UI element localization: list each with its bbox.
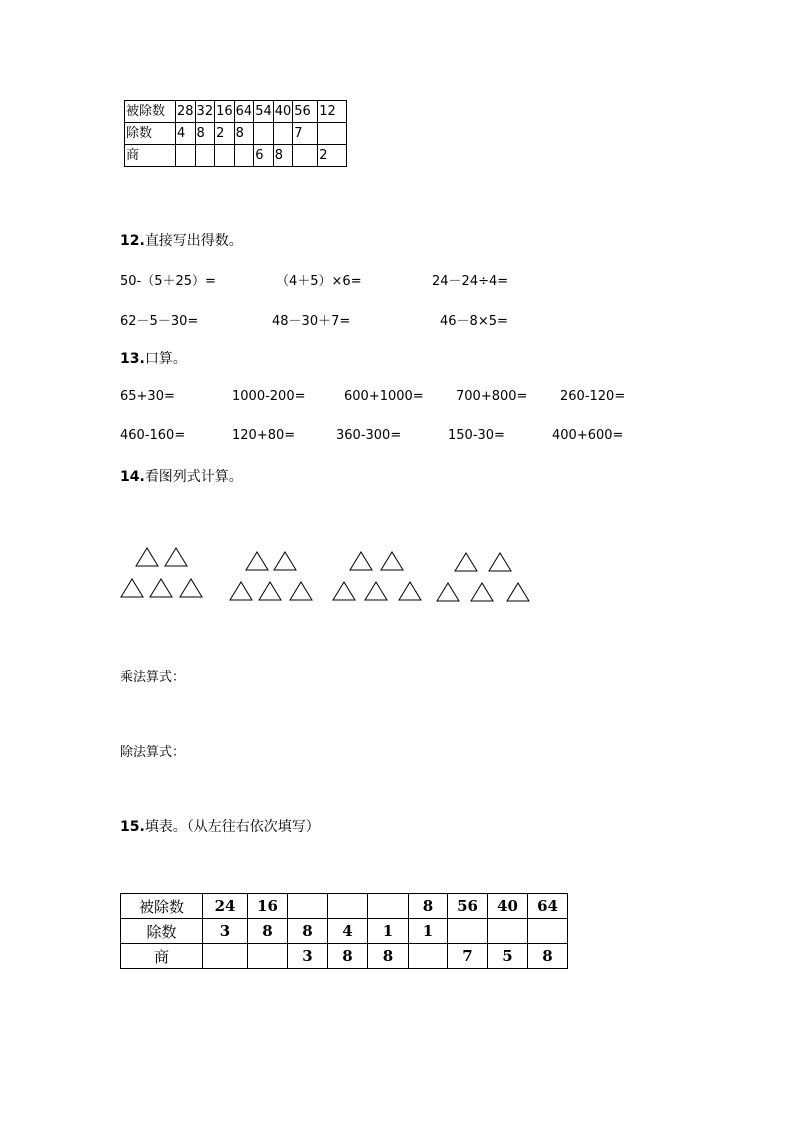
triangle-shape [290,582,312,600]
table-cell: 28 [176,101,196,123]
table-cell: 1 [409,919,448,944]
table-cell: 12 [318,101,347,123]
triangle-shape [259,582,281,600]
table-cell [254,123,274,145]
row-label: 被除数 [125,101,176,123]
table-row [121,944,568,969]
table-cell [234,145,254,167]
dividend-table-bottom [120,893,568,969]
table-cell: 16 [215,101,235,123]
expression: 50-（5＋25）= [120,274,216,289]
table-cell [215,145,235,167]
table-cell [203,944,248,969]
table-row [125,101,347,123]
triangle-shape [471,583,493,601]
table-cell: 56 [448,894,488,919]
table-cell [409,944,448,969]
question-title: 直接写出得数。 [144,233,243,249]
table-cell: 8 [409,894,448,919]
table-cell: 7 [293,123,318,145]
row-label: 商 [121,944,203,969]
triangle-shape [230,582,252,600]
table-cell: 56 [293,101,318,123]
table-cell [318,123,347,145]
question-number: 14. [120,469,145,485]
table-row [125,123,347,145]
table-cell: 24 [203,894,248,919]
row-label: 被除数 [121,894,203,919]
triangle-shape [165,548,187,566]
triangle-shape [350,552,372,570]
table-cell: 54 [254,101,274,123]
table-cell: 16 [248,894,288,919]
table-cell [368,894,409,919]
table-cell [288,894,328,919]
triangle-shape [381,552,403,570]
question-title: 口算。 [144,351,187,367]
dividend-table-top [124,100,347,167]
expression: 360-300= [336,428,402,443]
triangle-shape [455,553,477,571]
triangle-shape [180,579,202,597]
table-row [121,919,568,944]
expression: 62－5－30= [120,314,199,329]
table-cell: 32 [195,101,215,123]
table-cell: 5 [488,944,528,969]
question-14-heading [120,466,243,486]
triangle-shape [399,582,421,600]
question-number: 12. [120,233,145,249]
expression: 600+1000= [344,389,424,404]
table-cell: 40 [488,894,528,919]
table-row [121,894,568,919]
expression: 48－30＋7= [272,314,351,329]
table-cell: 8 [248,919,288,944]
triangle-shape [507,583,529,601]
expression: （4＋5）×6= [276,274,362,289]
table-cell: 8 [528,944,568,969]
expression: 120+80= [232,428,296,443]
triangle-shape [150,579,172,597]
table-cell: 8 [368,944,409,969]
division-label: 除法算式： [120,745,186,760]
table-cell [176,145,196,167]
question-12-heading [120,230,243,250]
table-cell [195,145,215,167]
table-cell [488,919,528,944]
question-number: 15. [120,819,145,835]
expression: 150-30= [448,428,505,443]
question-number: 13. [120,351,145,367]
table-cell: 4 [176,123,196,145]
triangle-shape [246,552,268,570]
table-cell: 64 [528,894,568,919]
multiplication-label: 乘法算式： [120,670,186,685]
table-cell: 1 [368,919,409,944]
triangle-shape [121,579,143,597]
table-cell: 8 [288,919,328,944]
table-cell: 4 [328,919,368,944]
table-cell: 2 [318,145,347,167]
triangle-shape [437,583,459,601]
table-cell: 3 [203,919,248,944]
expression: 700+800= [456,389,528,404]
expression: 1000-200= [232,389,306,404]
table-cell: 6 [254,145,274,167]
table-cell [528,919,568,944]
triangle-shape [136,548,158,566]
table-cell: 40 [273,101,293,123]
triangle-shape [489,553,511,571]
expression: 46－8×5= [440,314,508,329]
table-cell: 8 [273,145,293,167]
table-cell: 64 [234,101,254,123]
row-label: 除数 [125,123,176,145]
table-cell: 8 [234,123,254,145]
expression: 460-160= [120,428,186,443]
question-15-heading [120,816,320,836]
table-cell: 3 [288,944,328,969]
table-cell [293,145,318,167]
table-row [125,145,347,167]
row-label: 除数 [121,919,203,944]
table-cell: 8 [328,944,368,969]
table-cell [328,894,368,919]
triangle-shape [365,582,387,600]
table-cell: 7 [448,944,488,969]
expression: 400+600= [552,428,624,443]
triangle-shape [333,582,355,600]
question-13-heading [120,348,187,368]
expression: 260-120= [560,389,626,404]
row-label: 商 [125,145,176,167]
expression: 24－24÷4= [432,274,509,289]
triangle-shape [274,552,296,570]
table-cell: 2 [215,123,235,145]
table-cell [248,944,288,969]
table-cell [448,919,488,944]
question-title: 看图列式计算。 [144,469,243,485]
table-cell [273,123,293,145]
table-cell: 8 [195,123,215,145]
question-title: 填表。（从左往右依次填写） [144,819,320,835]
expression: 65+30= [120,389,175,404]
